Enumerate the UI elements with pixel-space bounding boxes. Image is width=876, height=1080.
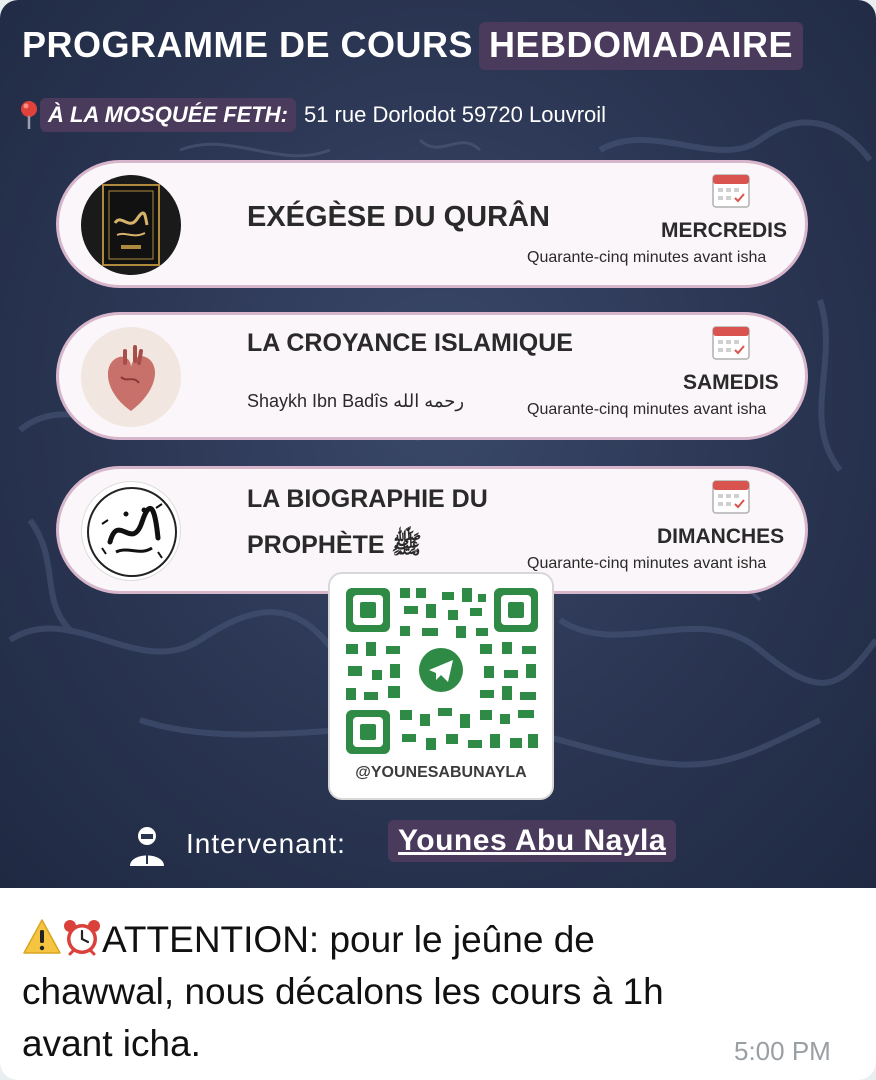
alarm-clock-icon xyxy=(62,918,102,956)
qr-code-card[interactable] xyxy=(328,572,554,800)
location-line xyxy=(40,98,606,132)
course-card-exegese xyxy=(56,160,808,288)
course-time-note: Quarante-cinq minutes avant isha xyxy=(527,249,767,266)
speaker-label: Intervenant: xyxy=(186,828,346,859)
poster-title xyxy=(22,22,803,70)
location-address: 51 rue Dorlodot 59720 Louvroil xyxy=(303,102,607,127)
course-title-line2: PROPHÈTE ﷺ xyxy=(247,531,422,559)
calendar-icon xyxy=(711,171,751,209)
warning-icon xyxy=(22,918,62,956)
message-line3: avant icha. xyxy=(22,1023,201,1064)
message-line2: chawwal, nous décalons les cours à 1h xyxy=(22,971,664,1012)
calligraphy-icon xyxy=(81,481,181,581)
course-title: EXÉGÈSE DU QURÂN xyxy=(247,201,550,233)
speaker-icon xyxy=(126,824,168,868)
course-time-note: Quarante-cinq minutes avant isha xyxy=(527,401,767,418)
telegram-handle: @YOUNESABUNAYLA xyxy=(355,764,527,781)
course-card-croyance xyxy=(56,312,808,440)
title-highlight: HEBDOMADAIRE xyxy=(479,22,803,70)
message-timestamp: 5:00 PM xyxy=(734,1036,831,1066)
book-cover-icon xyxy=(81,175,181,275)
heart-icon xyxy=(81,327,181,427)
calendar-icon xyxy=(711,323,751,361)
course-title-line1: LA BIOGRAPHIE DU xyxy=(247,485,488,513)
location-label: À LA MOSQUÉE FETH: xyxy=(40,98,296,132)
course-day: MERCREDIS xyxy=(661,219,788,242)
qr-code xyxy=(330,574,552,764)
speaker-name: Younes Abu Nayla xyxy=(388,820,676,862)
course-day: DIMANCHES xyxy=(657,525,785,548)
telegram-icon xyxy=(413,642,469,698)
course-time-note: Quarante-cinq minutes avant isha xyxy=(527,555,767,572)
message-line1: ATTENTION: pour le jeûne de xyxy=(102,919,595,960)
course-title: LA CROYANCE ISLAMIQUE xyxy=(247,329,573,357)
title-main: PROGRAMME DE COURS xyxy=(22,24,474,65)
message-text xyxy=(22,914,822,1070)
course-day: SAMEDIS xyxy=(683,371,779,394)
calendar-icon xyxy=(711,477,751,515)
course-subtitle: Shaykh Ibn Badîs رحمه الله xyxy=(247,391,465,411)
pin-icon xyxy=(18,100,40,130)
